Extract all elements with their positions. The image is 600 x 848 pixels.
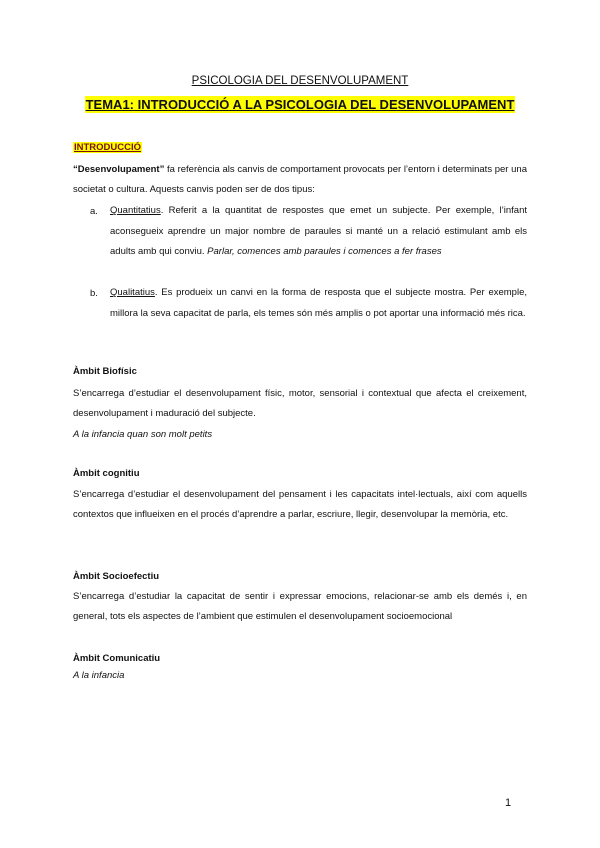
section-text-biofisic: S’encarrega d’estudiar el desenvolupament físic, motor, sensorial i contextual que afecta el creixement, desenvolupament i maduració del subjecte. [73,388,527,419]
section-heading-biofisic: Àmbit Biofísic [73,366,137,377]
section-heading-socioefectiu: Àmbit Socioefectiu [73,571,160,582]
section-heading-cognitiu: Àmbit cognitiu [73,468,140,479]
main-title-highlight: TEMA1: INTRODUCCIÓ A LA PSICOLOGIA DEL DESENVOLUPAMENT [85,97,515,112]
list-item-term: Quantitatius [110,205,161,216]
intro-heading: INTRODUCCIÓ [74,142,142,153]
intro-paragraph [73,160,527,200]
section-note-biofisic: A la infancia quan son molt petits [73,429,213,440]
list-item-term: Qualitatius [110,287,155,298]
list-item-qualitative [110,283,527,324]
section-note-comunicatiu: A la infancia [73,670,125,681]
intro-lead-term: “Desenvolupament” [73,164,165,175]
list-item-quantitative [110,201,527,263]
list-item-text: . Referit a la quantitat de respostes que emet un subjecte. Per exemple, l’infant aconsegueix aprendre un major nombre de paraules si manté un a relació estimulant amb els adults amb qui conviu. [110,205,527,257]
section-text-socioefectiu: S’encarrega d’estudiar la capacitat de sentir i expressar emocions, relacionar-se amb els demés i, en general, tots els aspectes de l’ambient que estimulen el desenvolupament socioemocional [73,591,527,622]
section-heading-comunicatiu: Àmbit Comunicatiu [73,653,161,664]
page-number: 1 [505,797,512,809]
list-item-text: . Es produeix un canvi en la forma de resposta que el subjecte mostra. Per exemple, millora la seva capacitat de parla, els temes són més amplis o pot aportar una informació més rica. [110,287,527,319]
list-marker-a: a. [90,206,98,217]
list-marker-b: b. [90,288,98,299]
list-item-example: Parlar, comences amb paraules i comences a fer frases [207,246,442,257]
main-title [0,96,600,114]
intro-lead-text: fa referència als canvis de comportament provocats per l’entorn i determinats per una societat o cultura. Aquests canvis poden ser de dos tipus: [73,164,527,195]
subject-title: PSICOLOGIA DEL DESENVOLUPAMENT [191,75,409,87]
section-text-cognitiu: S’encarrega d’estudiar el desenvolupament del pensament i les capacitats intel·lectuals, així com aquells contextos que influeixen en el procés d’aprendre a parlar, escriure, llegir, desenvolupar la memòria, etc. [73,489,527,520]
